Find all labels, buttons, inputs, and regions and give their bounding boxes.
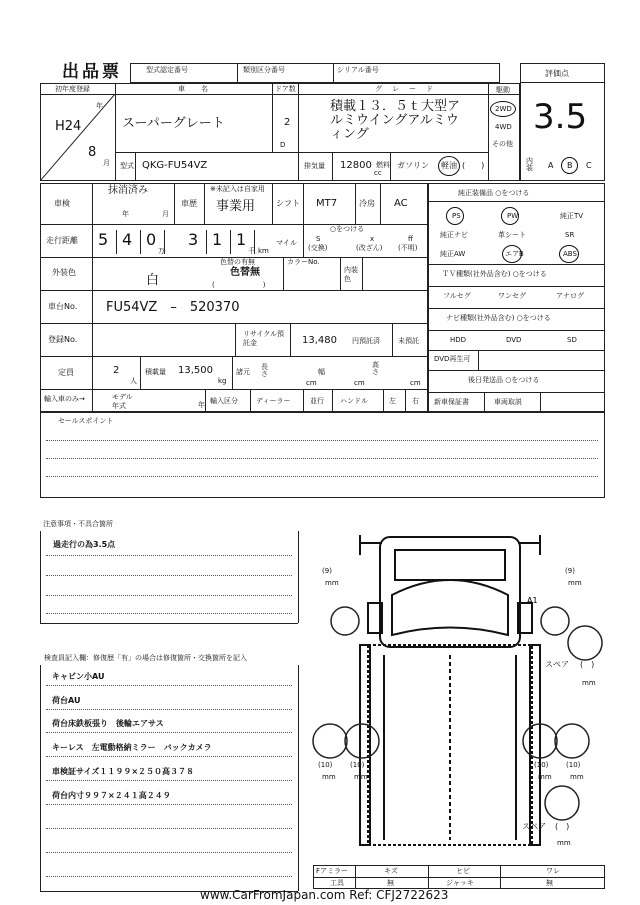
notes-line-1: 過走行の為3.5点: [53, 540, 116, 549]
equip-abs-circle: [559, 245, 579, 263]
reg-month: 8: [88, 145, 97, 160]
recycle-paid: 円預託済: [352, 337, 380, 345]
chassis-label: 車台No.: [48, 302, 78, 311]
inspector-label: 検査員記入欄：修復歴「有」の場合は修復箇所・交換箇所を記入: [44, 654, 247, 662]
capacity-label: 定員: [58, 368, 74, 377]
length-unit: cm: [306, 379, 317, 387]
legend-h3: ヒビ: [456, 867, 470, 875]
drive-2wd-circle: [490, 101, 516, 117]
tv-type-title: ＴＶ種類(社外品含む) ○をつける: [442, 270, 547, 278]
width-unit: cm: [354, 379, 365, 387]
tire-fl-unit: mm: [325, 579, 339, 587]
tire-rr2-value: 10: [568, 761, 578, 769]
details-box: [40, 183, 428, 412]
diagonal-slash: [40, 94, 115, 181]
navi-dvd: DVD: [506, 336, 522, 344]
sales-point-label: セールスポイント: [58, 417, 114, 425]
tire-fr-unit: mm: [568, 579, 582, 587]
equip-ps-circle: [446, 207, 464, 225]
navi-sd: SD: [567, 336, 577, 344]
mileage-unit-km: km: [258, 247, 269, 255]
spare-unit-2: mm: [557, 839, 571, 847]
tire-fr-value: 9: [567, 567, 573, 575]
grade-label: グレード: [375, 85, 443, 93]
model-value: QKG-FU54VZ: [142, 160, 208, 171]
handle-label: ハンドル: [340, 397, 368, 405]
import-type-label: 輸入区分: [210, 397, 238, 405]
mileage-opt1-label: (交換): [308, 244, 328, 252]
legend-c2: 無: [387, 879, 394, 887]
width-label: 幅: [318, 368, 325, 376]
doors-label: ドア数: [275, 85, 296, 93]
mileage-check-note: ○をつける: [330, 225, 365, 233]
spare-paren-2: ( ): [555, 822, 570, 831]
spare-unit-1: mm: [582, 679, 596, 687]
legend-h2: キズ: [384, 867, 398, 875]
mileage-opt3: ff: [408, 235, 413, 243]
drive-other: その他: [492, 140, 513, 148]
mileage-opt3-label: (不明): [398, 244, 418, 252]
dims-label: 諸元: [236, 368, 250, 376]
history-label: 車歴: [181, 199, 197, 208]
inspector-line: 車検証サイズ１１９９×２５０高３７８: [52, 767, 195, 776]
inspector-line: キャビン小AU: [52, 672, 105, 681]
interior-b: B: [567, 161, 573, 170]
drive-2wd: 2WD: [495, 105, 512, 113]
equip-aw: 純正AW: [440, 250, 466, 258]
mileage-digit: 1: [212, 230, 223, 249]
handle-right: 右: [412, 397, 419, 405]
load-value: 13,500: [178, 365, 213, 376]
model-year-label: モデル年式: [112, 393, 133, 410]
equip-pw: PW: [507, 212, 519, 220]
mileage-unit-man: 万: [158, 247, 165, 255]
inspector-line: 荷台内寸９９７×２４１高２４９: [52, 791, 171, 800]
legend-h1: Fアミラー: [316, 867, 349, 875]
repaint-paren: ( ): [212, 281, 270, 289]
interior-b-circle: [561, 157, 578, 174]
import-parallel: 並行: [310, 397, 324, 405]
spare-label-1: スペア: [545, 660, 569, 669]
equip-navi: 純正ナビ: [440, 231, 468, 239]
inspection-label: 車検: [54, 199, 70, 208]
mileage-label: 走行距離: [46, 236, 78, 245]
car-name-label: 車名: [178, 85, 224, 93]
capacity-unit: 人: [130, 377, 137, 385]
legend-c3: ジャッキ: [446, 879, 474, 887]
ac-value: AC: [394, 198, 408, 209]
fuel-label: 燃料: [376, 161, 390, 169]
mileage-digit: 0: [146, 230, 157, 249]
inspector-lines: [40, 665, 298, 891]
mileage-unit-sen: 千: [248, 247, 255, 255]
tire-rl1-value: 10: [320, 761, 330, 769]
handle-left: 左: [389, 397, 396, 405]
later-manual: 車両取説: [494, 398, 522, 406]
legend-c4: 無: [546, 879, 553, 887]
fuel-diesel: 軽油: [441, 161, 457, 170]
reg-era-year: H24: [55, 119, 82, 134]
navi-type-title: ナビ種類(社外品含む) ○をつける: [446, 314, 551, 322]
inspector-line: 荷台床鉄板張り 後輪エアサス: [52, 719, 164, 728]
tire-rl2: (10): [350, 761, 365, 769]
type-cert-label: 型式認定番号: [146, 66, 188, 74]
mileage-digit: 1: [236, 230, 247, 249]
recycle-unpaid: 未預託: [398, 337, 419, 345]
tv-oneseg: ワンセグ: [498, 292, 526, 300]
interior-a: A: [548, 161, 554, 170]
length-label: 長さ: [261, 363, 268, 378]
later-items-title: 後日発送品 ○をつける: [468, 376, 540, 384]
mileage-opt1: S: [316, 235, 321, 243]
interior-label: 内装: [526, 157, 533, 172]
mileage-digit: 5: [98, 230, 109, 249]
mile-label: マイル: [276, 239, 297, 247]
year-unit: 年: [96, 102, 103, 110]
inspection-value: 抹消済み: [108, 185, 148, 196]
recycle-label: リサイクル預託金: [243, 330, 285, 347]
navi-hdd: HDD: [450, 336, 467, 344]
tire-fl-value: 9: [324, 567, 330, 575]
first-reg-label: 初年度登録: [55, 85, 90, 93]
mileage-digit: 4: [122, 230, 133, 249]
ac-label: 冷房: [359, 199, 375, 208]
equip-leather: 革シート: [498, 231, 526, 239]
footer-ref: www.CarFromJapan.com Ref: CFJ2722623: [200, 888, 449, 902]
spare-label-2: スペア: [522, 822, 546, 831]
repaint-value: 色替無: [230, 267, 260, 278]
legend-h4: ワレ: [546, 867, 560, 875]
mileage-opt2-label: (改ざん): [356, 244, 383, 252]
color-value: 白: [146, 273, 160, 288]
legend-c1: 工具: [330, 879, 344, 887]
tire-rl1: (10): [318, 761, 333, 769]
shift-value: MT7: [316, 198, 338, 209]
tire-rr2-unit: mm: [570, 773, 584, 781]
capacity-value: 2: [113, 365, 120, 376]
load-label: 積載量: [145, 368, 166, 376]
score-value: 3.5: [533, 97, 588, 137]
chassis-value: FU54VZ – 520370: [106, 300, 240, 315]
later-warranty: 新車保証書: [434, 398, 469, 406]
tv-analog: アナログ: [556, 292, 584, 300]
reg-no-label: 登録No.: [48, 335, 78, 344]
tire-fl: (9): [322, 567, 332, 575]
inspector-line: キーレス 左電動格納ミラー バックカメラ: [52, 743, 212, 752]
equip-airbag-circle: [502, 245, 522, 263]
tire-rl2-unit: mm: [354, 773, 368, 781]
equip-airbag: エアB: [505, 250, 524, 258]
fuel-gasoline: ガソリン: [397, 161, 429, 170]
equip-sr: SR: [565, 231, 575, 239]
grade-value: 積載１３．５ｔ大型アルミウイングアルミウィング: [330, 99, 461, 142]
history-value: 事業用: [216, 199, 256, 214]
truck-diagram: [300, 525, 620, 865]
dvd-play: DVD再生可: [434, 355, 471, 363]
recycle-value: 13,480: [302, 335, 337, 346]
mileage-digits: [92, 224, 272, 257]
sales-point-box: [40, 412, 605, 498]
interior-c: C: [586, 161, 592, 170]
door-unit: D: [280, 141, 286, 149]
doors-value: 2: [284, 117, 291, 128]
equip-title: 純正装備品 ○をつける: [458, 189, 530, 197]
fuel-diesel-circle: [438, 156, 460, 176]
damage-a1: A1: [527, 596, 538, 605]
drive-label: 駆動: [496, 86, 510, 94]
equip-tv: 純正TV: [560, 212, 584, 220]
mileage-digit: 3: [188, 230, 199, 249]
tire-rr2: (10): [566, 761, 581, 769]
import-label: 輸入車のみ→: [44, 395, 85, 403]
serial-label: シリアル番号: [337, 66, 379, 74]
cc-unit: cc: [374, 169, 382, 177]
inspector-line: 荷台AU: [52, 696, 81, 705]
tire-rr1-value: 10: [536, 761, 546, 769]
displacement-label: 排気量: [304, 162, 325, 170]
tire-rr1-unit: mm: [538, 773, 552, 781]
tire-rl2-value: 10: [352, 761, 362, 769]
history-note: ※未記入は自家用: [210, 185, 265, 193]
tv-fullseg: フルセグ: [443, 292, 471, 300]
height-unit: cm: [410, 379, 421, 387]
fuel-other: ( ): [462, 161, 485, 170]
notes-label: 注意事項・不具合箇所: [43, 520, 113, 528]
inspection-month: 月: [162, 210, 169, 218]
month-unit: 月: [103, 159, 110, 167]
tire-rl1-unit: mm: [322, 773, 336, 781]
equip-ps: PS: [452, 212, 461, 220]
model-label: 型式: [120, 162, 134, 170]
tire-rr1: (10): [534, 761, 549, 769]
equip-pw-circle: [501, 207, 519, 225]
drive-4wd: 4WD: [495, 123, 512, 131]
color-no-label: カラーNo.: [287, 258, 320, 266]
shift-label: シフト: [276, 199, 300, 208]
class-label: 類別区分番号: [243, 66, 285, 74]
height-label: 高さ: [372, 361, 379, 376]
model-year-unit: 年: [198, 401, 205, 409]
equip-abs: ABS: [563, 250, 577, 258]
import-dealer: ディーラー: [256, 397, 291, 405]
displacement-value: 12800: [340, 160, 372, 171]
mileage-opt2: x: [370, 235, 375, 243]
spare-paren-1: ( ): [580, 660, 595, 669]
form-title: 出品票: [62, 62, 122, 82]
interior-color-label: 内装色: [344, 266, 358, 283]
car-name: スーパーグレート: [122, 116, 225, 131]
inspection-year: 年: [122, 210, 129, 218]
color-label: 外装色: [52, 268, 76, 277]
tire-fr: (9): [565, 567, 575, 575]
score-label: 評価点: [545, 69, 569, 78]
repaint-label: 色替の有無: [220, 258, 255, 266]
load-unit: kg: [218, 377, 227, 385]
